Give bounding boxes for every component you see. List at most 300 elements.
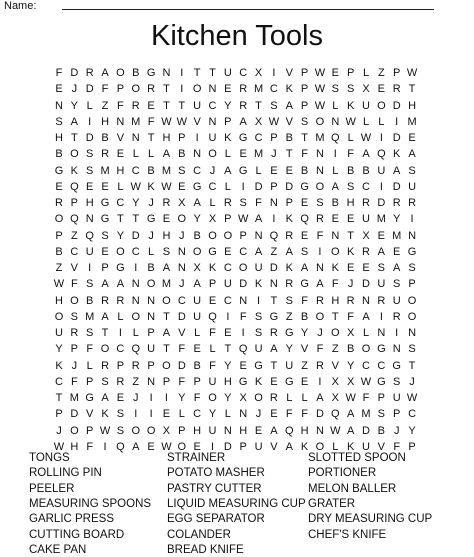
grid-letter[interactable]: R <box>85 67 94 79</box>
grid-letter[interactable]: J <box>179 229 185 242</box>
grid-letter[interactable]: E <box>116 148 125 161</box>
grid-letter[interactable]: U <box>362 440 370 453</box>
grid-letter[interactable]: O <box>177 440 187 453</box>
grid-letter[interactable]: O <box>177 213 187 226</box>
grid-letter[interactable]: C <box>223 294 232 307</box>
grid-letter[interactable]: N <box>208 83 217 96</box>
grid-letter[interactable]: H <box>162 132 171 144</box>
grid-letter[interactable]: B <box>86 294 94 307</box>
grid-letter[interactable]: B <box>147 164 155 177</box>
grid-letter[interactable]: R <box>101 148 110 161</box>
grid-letter[interactable]: I <box>395 115 399 128</box>
grid-letter[interactable]: I <box>333 148 337 161</box>
grid-letter[interactable]: F <box>301 408 308 421</box>
grid-letter[interactable]: I <box>88 262 92 274</box>
grid-letter[interactable]: A <box>224 164 232 177</box>
grid-letter[interactable]: P <box>147 359 155 372</box>
grid-letter[interactable]: O <box>162 294 171 307</box>
grid-letter[interactable]: C <box>131 164 140 177</box>
grid-letter[interactable]: I <box>318 245 322 258</box>
grid-letter[interactable]: K <box>346 99 355 112</box>
grid-letter[interactable]: T <box>178 99 186 112</box>
grid-letter[interactable]: R <box>131 99 140 112</box>
grid-letter[interactable]: A <box>346 408 355 421</box>
grid-letter[interactable]: V <box>285 67 293 79</box>
grid-letter[interactable]: A <box>101 67 109 79</box>
grid-letter[interactable]: R <box>315 294 324 307</box>
grid-letter[interactable]: I <box>88 115 92 128</box>
grid-letter[interactable]: Y <box>408 424 416 437</box>
grid-letter[interactable]: N <box>315 148 324 161</box>
grid-letter[interactable]: J <box>255 408 262 421</box>
grid-letter[interactable]: S <box>86 164 94 177</box>
grid-letter[interactable]: T <box>132 213 140 226</box>
grid-letter[interactable]: H <box>55 294 63 307</box>
grid-letter[interactable]: U <box>392 294 401 307</box>
grid-letter[interactable]: N <box>315 164 324 177</box>
grid-letter[interactable]: H <box>408 99 417 112</box>
grid-letter[interactable]: P <box>270 180 278 193</box>
grid-letter[interactable]: C <box>362 359 370 372</box>
grid-letter[interactable]: P <box>408 440 416 453</box>
grid-letter[interactable]: D <box>223 440 232 453</box>
grid-letter[interactable]: H <box>193 424 202 437</box>
grid-letter[interactable]: O <box>331 327 340 339</box>
grid-letter[interactable]: N <box>408 327 417 339</box>
grid-letter[interactable]: G <box>392 359 401 372</box>
grid-letter[interactable]: W <box>268 115 280 128</box>
grid-letter[interactable]: Q <box>269 229 279 242</box>
grid-letter[interactable]: H <box>239 424 248 437</box>
grid-letter[interactable]: S <box>116 408 125 421</box>
grid-letter[interactable]: O <box>361 343 371 356</box>
grid-letter[interactable]: I <box>226 310 230 323</box>
grid-letter[interactable]: L <box>117 180 124 193</box>
grid-letter[interactable]: L <box>209 343 216 356</box>
grid-letter[interactable]: N <box>177 245 186 258</box>
grid-letter[interactable]: G <box>284 375 294 388</box>
grid-letter[interactable]: L <box>332 99 339 112</box>
grid-letter[interactable]: H <box>85 197 94 209</box>
grid-letter[interactable]: M <box>161 278 172 291</box>
grid-letter[interactable]: D <box>392 132 401 144</box>
grid-letter[interactable]: O <box>54 310 64 323</box>
grid-letter[interactable]: V <box>285 115 293 128</box>
grid-letter[interactable]: F <box>347 148 354 161</box>
grid-letter[interactable]: N <box>269 278 278 291</box>
grid-letter[interactable]: W <box>161 115 172 128</box>
grid-letter[interactable]: S <box>408 164 416 177</box>
grid-letter[interactable]: D <box>177 359 186 372</box>
grid-letter[interactable]: N <box>147 310 156 323</box>
grid-letter[interactable]: V <box>377 440 386 453</box>
grid-letter[interactable]: I <box>210 440 215 453</box>
grid-letter[interactable]: B <box>147 262 155 274</box>
grid-letter[interactable]: F <box>147 115 155 128</box>
grid-letter[interactable]: X <box>239 392 247 404</box>
grid-letter[interactable]: S <box>377 262 386 274</box>
grid-letter[interactable]: O <box>254 392 263 404</box>
grid-letter[interactable]: G <box>238 132 248 144</box>
grid-letter[interactable]: M <box>253 83 264 96</box>
grid-letter[interactable]: S <box>393 278 401 291</box>
grid-letter[interactable]: A <box>362 310 370 323</box>
grid-letter[interactable]: P <box>393 408 401 421</box>
grid-letter[interactable]: E <box>239 148 247 161</box>
grid-letter[interactable]: A <box>285 245 293 258</box>
grid-letter[interactable]: M <box>253 148 264 161</box>
grid-letter[interactable]: G <box>238 164 248 177</box>
grid-letter[interactable]: N <box>147 294 156 307</box>
grid-letter[interactable]: T <box>163 83 170 96</box>
grid-letter[interactable]: L <box>301 392 308 404</box>
grid-letter[interactable]: J <box>148 197 154 209</box>
grid-letter[interactable]: A <box>331 180 339 193</box>
grid-letter[interactable]: F <box>301 294 308 307</box>
grid-letter[interactable]: A <box>101 278 109 291</box>
grid-letter[interactable]: V <box>70 262 79 274</box>
grid-letter[interactable]: C <box>239 245 248 258</box>
grid-letter[interactable]: E <box>193 440 201 453</box>
grid-letter[interactable]: M <box>407 115 417 128</box>
grid-letter[interactable]: W <box>314 83 326 96</box>
grid-letter[interactable]: L <box>362 115 370 128</box>
grid-letter[interactable]: B <box>346 343 355 356</box>
grid-letter[interactable]: Q <box>85 229 94 242</box>
grid-letter[interactable]: Q <box>331 408 340 421</box>
grid-letter[interactable]: U <box>147 343 156 356</box>
grid-letter[interactable]: I <box>103 440 107 453</box>
grid-letter[interactable]: R <box>131 359 140 372</box>
grid-letter[interactable]: F <box>393 440 401 453</box>
grid-letter[interactable]: I <box>195 132 199 144</box>
grid-letter[interactable]: R <box>239 83 248 96</box>
grid-letter[interactable]: E <box>55 83 63 96</box>
grid-letter[interactable]: N <box>162 67 171 79</box>
grid-letter[interactable]: F <box>316 343 324 356</box>
grid-letter[interactable]: Z <box>331 343 339 356</box>
grid-letter[interactable]: D <box>254 180 263 193</box>
grid-letter[interactable]: S <box>408 262 416 274</box>
grid-letter[interactable]: B <box>55 148 63 161</box>
grid-letter[interactable]: E <box>270 164 278 177</box>
grid-letter[interactable]: N <box>147 375 156 388</box>
grid-letter[interactable]: N <box>131 294 140 307</box>
grid-letter[interactable]: Y <box>55 343 63 356</box>
grid-letter[interactable]: S <box>55 115 63 128</box>
grid-letter[interactable]: T <box>117 213 124 226</box>
grid-letter[interactable]: X <box>254 67 263 79</box>
grid-letter[interactable]: X <box>362 229 370 242</box>
grid-letter[interactable]: G <box>284 327 294 339</box>
grid-letter[interactable]: R <box>285 229 294 242</box>
grid-letter[interactable]: K <box>393 148 401 161</box>
grid-letter[interactable]: K <box>101 408 109 421</box>
grid-letter[interactable]: S <box>393 375 401 388</box>
grid-letter[interactable]: D <box>285 180 294 193</box>
grid-letter[interactable]: P <box>408 278 416 291</box>
grid-letter[interactable]: X <box>162 424 171 437</box>
grid-letter[interactable]: F <box>86 343 94 356</box>
grid-letter[interactable]: A <box>300 262 309 274</box>
grid-letter[interactable]: O <box>407 294 417 307</box>
grid-letter[interactable]: J <box>133 392 139 404</box>
grid-letter[interactable]: O <box>331 245 340 258</box>
grid-letter[interactable]: G <box>208 245 217 258</box>
grid-letter[interactable]: J <box>56 424 62 437</box>
grid-letter[interactable]: A <box>162 148 171 161</box>
grid-letter[interactable]: F <box>347 310 354 323</box>
grid-letter[interactable]: G <box>100 197 110 209</box>
grid-letter[interactable]: R <box>101 294 110 307</box>
grid-letter[interactable]: F <box>55 67 63 79</box>
grid-letter[interactable]: H <box>101 115 110 128</box>
grid-letter[interactable]: M <box>315 132 325 144</box>
grid-letter[interactable]: N <box>223 424 232 437</box>
grid-letter[interactable]: A <box>362 148 370 161</box>
grid-letter[interactable]: B <box>300 310 309 323</box>
grid-letter[interactable]: D <box>239 278 248 291</box>
grid-letter[interactable]: U <box>193 294 202 307</box>
grid-letter[interactable]: U <box>208 375 217 388</box>
grid-letter[interactable]: B <box>132 67 140 79</box>
grid-letter[interactable]: Q <box>284 424 294 437</box>
grid-letter[interactable]: M <box>100 164 110 177</box>
grid-letter[interactable]: S <box>300 245 309 258</box>
grid-letter[interactable]: E <box>101 245 109 258</box>
grid-letter[interactable]: A <box>116 278 125 291</box>
grid-letter[interactable]: R <box>392 197 401 209</box>
grid-letter[interactable]: D <box>392 99 401 112</box>
grid-letter[interactable]: P <box>224 213 232 226</box>
grid-letter[interactable]: Y <box>393 213 401 226</box>
grid-letter[interactable]: R <box>147 83 156 96</box>
grid-letter[interactable]: I <box>379 180 383 193</box>
grid-letter[interactable]: F <box>101 83 109 96</box>
grid-letter[interactable]: L <box>86 99 93 112</box>
grid-letter[interactable]: W <box>345 392 356 404</box>
grid-letter[interactable]: D <box>85 83 94 96</box>
grid-letter[interactable]: L <box>148 148 155 161</box>
grid-letter[interactable]: T <box>408 359 416 372</box>
grid-letter[interactable]: R <box>269 392 278 404</box>
grid-letter[interactable]: S <box>316 197 324 209</box>
grid-letter[interactable]: D <box>362 424 370 437</box>
grid-letter[interactable]: S <box>346 83 355 96</box>
grid-letter[interactable]: C <box>55 375 63 388</box>
grid-letter[interactable]: P <box>86 375 94 388</box>
grid-letter[interactable]: R <box>315 213 324 226</box>
grid-letter[interactable]: N <box>116 115 125 128</box>
grid-letter[interactable]: A <box>285 99 293 112</box>
grid-letter[interactable]: D <box>70 408 79 421</box>
grid-letter[interactable]: U <box>208 132 217 144</box>
grid-letter[interactable]: U <box>362 213 370 226</box>
grid-letter[interactable]: F <box>209 359 216 372</box>
grid-letter[interactable]: T <box>163 310 170 323</box>
grid-letter[interactable]: T <box>163 99 170 112</box>
grid-letter[interactable]: J <box>71 359 78 372</box>
grid-letter[interactable]: U <box>223 278 232 291</box>
grid-letter[interactable]: S <box>300 115 309 128</box>
grid-letter[interactable]: G <box>100 213 110 226</box>
grid-letter[interactable]: D <box>131 229 140 242</box>
grid-letter[interactable]: L <box>224 408 231 421</box>
grid-letter[interactable]: Y <box>224 99 232 112</box>
grid-letter[interactable]: L <box>148 245 155 258</box>
grid-letter[interactable]: Y <box>346 359 355 372</box>
grid-letter[interactable]: S <box>408 343 416 356</box>
grid-letter[interactable]: P <box>162 375 171 388</box>
grid-letter[interactable]: E <box>377 83 386 96</box>
grid-letter[interactable]: E <box>147 440 155 453</box>
grid-letter[interactable]: H <box>223 375 232 388</box>
grid-letter[interactable]: T <box>193 67 201 79</box>
grid-letter[interactable]: A <box>132 440 140 453</box>
grid-letter[interactable]: T <box>163 343 170 356</box>
grid-letter[interactable]: A <box>393 262 401 274</box>
grid-letter[interactable]: H <box>300 424 309 437</box>
grid-letter[interactable]: U <box>408 180 417 193</box>
grid-letter[interactable]: E <box>331 213 339 226</box>
grid-letter[interactable]: O <box>192 83 202 96</box>
grid-letter[interactable]: A <box>254 213 263 226</box>
grid-letter[interactable]: O <box>315 180 325 193</box>
grid-letter[interactable]: B <box>377 424 386 437</box>
grid-letter[interactable]: R <box>362 245 370 258</box>
grid-letter[interactable]: T <box>270 294 278 307</box>
grid-letter[interactable]: V <box>300 343 309 356</box>
grid-letter[interactable]: P <box>116 359 125 372</box>
grid-letter[interactable]: R <box>116 375 125 388</box>
grid-letter[interactable]: E <box>162 213 171 226</box>
grid-letter[interactable]: Y <box>224 359 232 372</box>
grid-letter[interactable]: C <box>177 294 186 307</box>
grid-letter[interactable]: O <box>315 440 325 453</box>
grid-letter[interactable]: B <box>362 164 370 177</box>
grid-letter[interactable]: A <box>270 343 278 356</box>
grid-letter[interactable]: L <box>332 440 339 453</box>
grid-letter[interactable]: C <box>239 67 248 79</box>
grid-letter[interactable]: I <box>272 213 276 226</box>
grid-letter[interactable]: B <box>346 164 355 177</box>
grid-letter[interactable]: N <box>269 197 278 209</box>
grid-letter[interactable]: L <box>224 180 231 193</box>
grid-letter[interactable]: J <box>209 164 216 177</box>
grid-letter[interactable]: C <box>116 343 125 356</box>
grid-letter[interactable]: H <box>55 132 63 144</box>
grid-letter[interactable]: C <box>254 132 263 144</box>
grid-letter[interactable]: X <box>254 115 263 128</box>
grid-letter[interactable]: G <box>377 375 386 388</box>
grid-letter[interactable]: B <box>193 229 201 242</box>
grid-letter[interactable]: H <box>162 229 171 242</box>
grid-letter[interactable]: P <box>178 132 186 144</box>
grid-letter[interactable]: Z <box>301 359 308 372</box>
grid-letter[interactable]: R <box>70 327 79 339</box>
grid-letter[interactable]: C <box>408 408 417 421</box>
grid-letter[interactable]: N <box>85 213 94 226</box>
grid-letter[interactable]: M <box>361 408 371 421</box>
grid-letter[interactable]: D <box>362 278 370 291</box>
grid-letter[interactable]: R <box>362 197 370 209</box>
grid-letter[interactable]: J <box>71 83 78 96</box>
grid-letter[interactable]: I <box>180 67 184 79</box>
grid-letter[interactable]: E <box>178 180 186 193</box>
grid-letter[interactable]: S <box>270 99 278 112</box>
grid-letter[interactable]: G <box>269 310 279 323</box>
grid-letter[interactable]: O <box>223 229 233 242</box>
grid-letter[interactable]: K <box>70 164 79 177</box>
grid-letter[interactable]: W <box>176 115 187 128</box>
grid-letter[interactable]: L <box>286 392 293 404</box>
grid-letter[interactable]: I <box>118 327 122 339</box>
grid-letter[interactable]: G <box>300 278 309 291</box>
grid-letter[interactable]: E <box>55 180 63 193</box>
grid-letter[interactable]: L <box>132 148 139 161</box>
grid-letter[interactable]: Q <box>131 343 141 356</box>
grid-letter[interactable]: D <box>269 262 278 274</box>
grid-letter[interactable]: T <box>147 132 155 144</box>
grid-letter[interactable]: M <box>69 392 79 404</box>
grid-letter[interactable]: A <box>193 197 201 209</box>
grid-letter[interactable]: P <box>116 83 125 96</box>
grid-letter[interactable]: C <box>269 83 278 96</box>
grid-letter[interactable]: B <box>331 197 339 209</box>
grid-letter[interactable]: A <box>101 392 109 404</box>
grid-letter[interactable]: I <box>379 310 383 323</box>
grid-letter[interactable]: N <box>177 262 186 274</box>
grid-letter[interactable]: Z <box>285 310 293 323</box>
grid-letter[interactable]: R <box>346 294 355 307</box>
grid-letter[interactable]: R <box>408 197 417 209</box>
grid-letter[interactable]: F <box>178 343 186 356</box>
grid-letter[interactable]: S <box>86 148 94 161</box>
grid-letter[interactable]: R <box>377 294 386 307</box>
grid-letter[interactable]: P <box>86 424 94 437</box>
grid-letter[interactable]: C <box>193 408 202 421</box>
grid-letter[interactable]: Y <box>208 408 217 421</box>
grid-letter[interactable]: T <box>224 343 232 356</box>
grid-letter[interactable]: O <box>70 294 79 307</box>
grid-letter[interactable]: N <box>392 343 401 356</box>
grid-letter[interactable]: T <box>408 83 416 96</box>
grid-letter[interactable]: K <box>55 359 63 372</box>
grid-letter[interactable]: O <box>208 392 217 404</box>
grid-letter[interactable]: E <box>408 132 416 144</box>
grid-letter[interactable]: D <box>392 180 401 193</box>
grid-letter[interactable]: R <box>315 359 324 372</box>
grid-letter[interactable]: E <box>362 262 370 274</box>
grid-letter[interactable]: W <box>360 375 372 388</box>
grid-letter[interactable]: F <box>209 327 216 339</box>
grid-letter[interactable]: S <box>162 245 171 258</box>
grid-letter[interactable]: Z <box>132 375 140 388</box>
grid-letter[interactable]: T <box>285 148 293 161</box>
grid-letter[interactable]: C <box>362 180 370 193</box>
grid-letter[interactable]: S <box>254 310 263 323</box>
grid-letter[interactable]: X <box>193 262 201 274</box>
grid-letter[interactable]: B <box>193 359 201 372</box>
grid-letter[interactable]: O <box>54 213 64 226</box>
grid-letter[interactable]: P <box>239 229 247 242</box>
grid-letter[interactable]: I <box>134 408 138 421</box>
grid-letter[interactable]: P <box>285 197 293 209</box>
grid-letter[interactable]: Y <box>132 197 140 209</box>
grid-letter[interactable]: R <box>162 197 171 209</box>
grid-letter[interactable]: P <box>377 392 386 404</box>
grid-letter[interactable]: K <box>224 132 232 144</box>
